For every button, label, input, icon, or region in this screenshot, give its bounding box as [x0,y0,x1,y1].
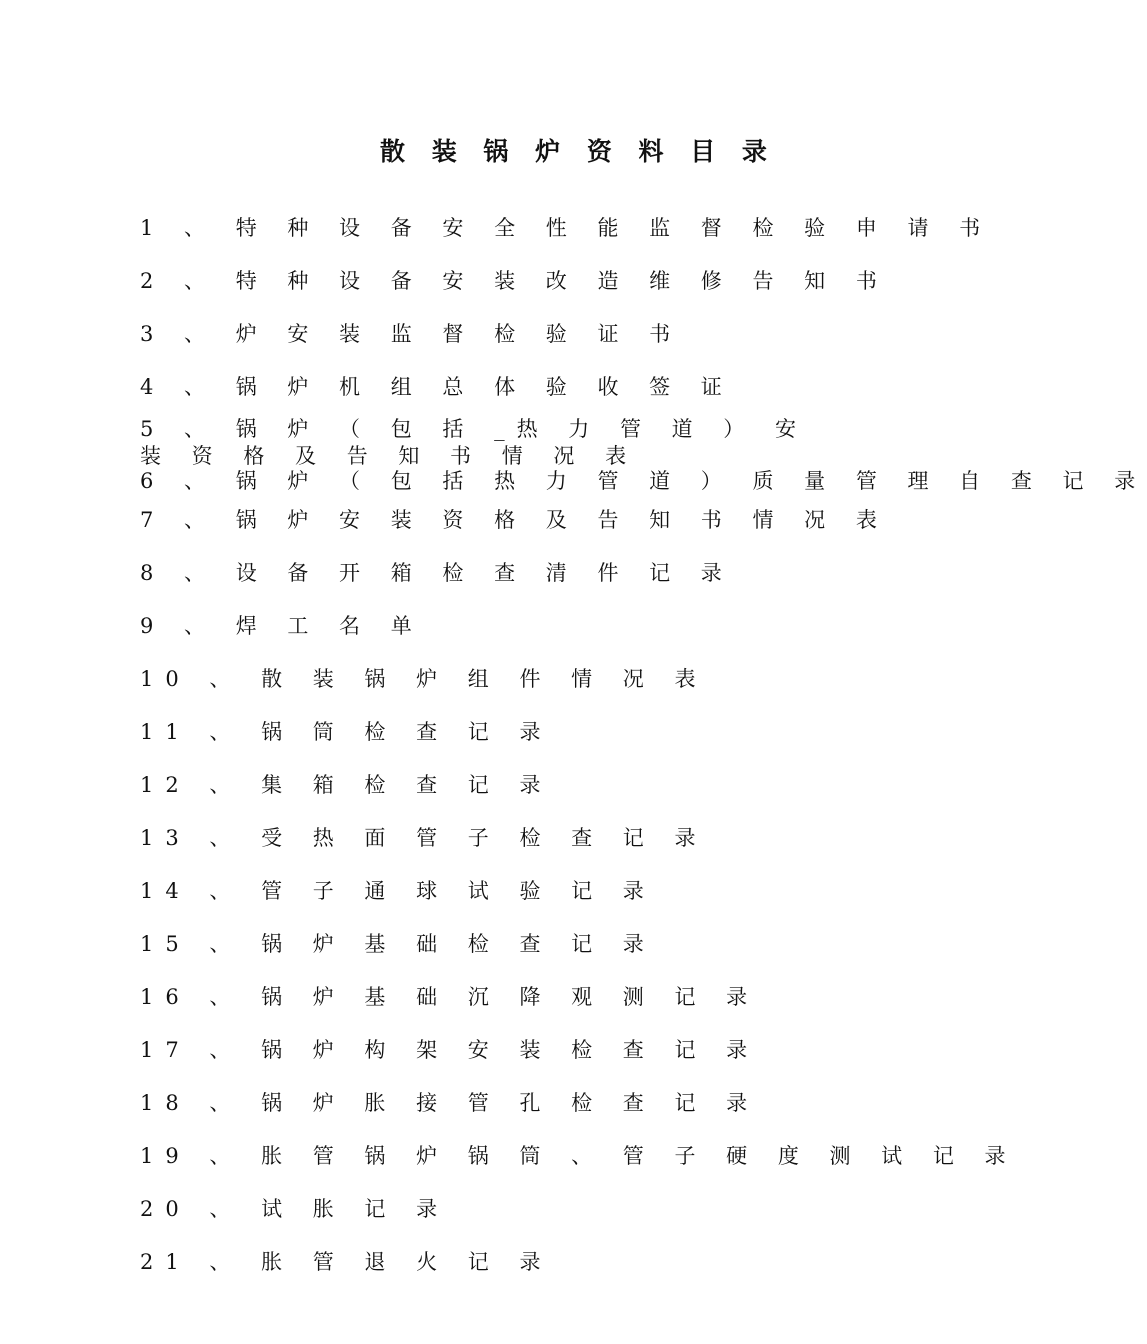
list-item: 7 、 锅 炉 安 装 资 格 及 告 知 书 情 况 表 [140,508,889,532]
list-item: 19 、 胀 管 锅 炉 锅 筒 、 管 子 硬 度 测 试 记 录 [140,1144,1018,1168]
list-item: 18 、 锅 炉 胀 接 管 孔 检 查 记 录 [140,1091,760,1115]
list-item: 4 、 锅 炉 机 组 总 体 验 收 签 证 [140,375,734,399]
list-item: 6 、 锅 炉 （ 包 括 热 力 管 道 ） 质 量 管 理 自 查 记 录 [140,469,1147,493]
list-item: 13 、 受 热 面 管 子 检 查 记 录 [140,826,708,850]
list-item: 14 、 管 子 通 球 试 验 记 录 [140,879,656,903]
list-item: 1 、 特 种 设 备 安 全 性 能 监 督 检 验 申 请 书 [140,216,993,240]
list-item: 15 、 锅 炉 基 础 检 查 记 录 [140,932,656,956]
list-item: 16 、 锅 炉 基 础 沉 降 观 测 记 录 [140,985,760,1009]
list-item: 8 、 设 备 开 箱 检 查 清 件 记 录 [140,561,734,585]
list-item: 12 、 集 箱 检 查 记 录 [140,773,553,797]
list-item: 5 、 锅 炉 （ 包 括 _热 力 管 道 ） 安 装 资 格 及 告 知 书 情 况 表 [140,417,808,468]
list-item: 3 、 炉 安 装 监 督 检 验 证 书 [140,322,683,346]
list-item: 21 、 胀 管 退 火 记 录 [140,1250,553,1274]
list-item: 20 、 试 胀 记 录 [140,1197,450,1221]
document-title: 散 装 锅 炉 资 料 目 录 [380,137,776,166]
list-item: 11 、 锅 筒 检 查 记 录 [140,720,553,744]
list-item: 10 、 散 装 锅 炉 组 件 情 况 表 [140,667,708,691]
list-item: 2 、 特 种 设 备 安 装 改 造 维 修 告 知 书 [140,269,889,293]
list-item: 9 、 焊 工 名 单 [140,614,424,638]
list-item: 17 、 锅 炉 构 架 安 装 检 查 记 录 [140,1038,760,1062]
